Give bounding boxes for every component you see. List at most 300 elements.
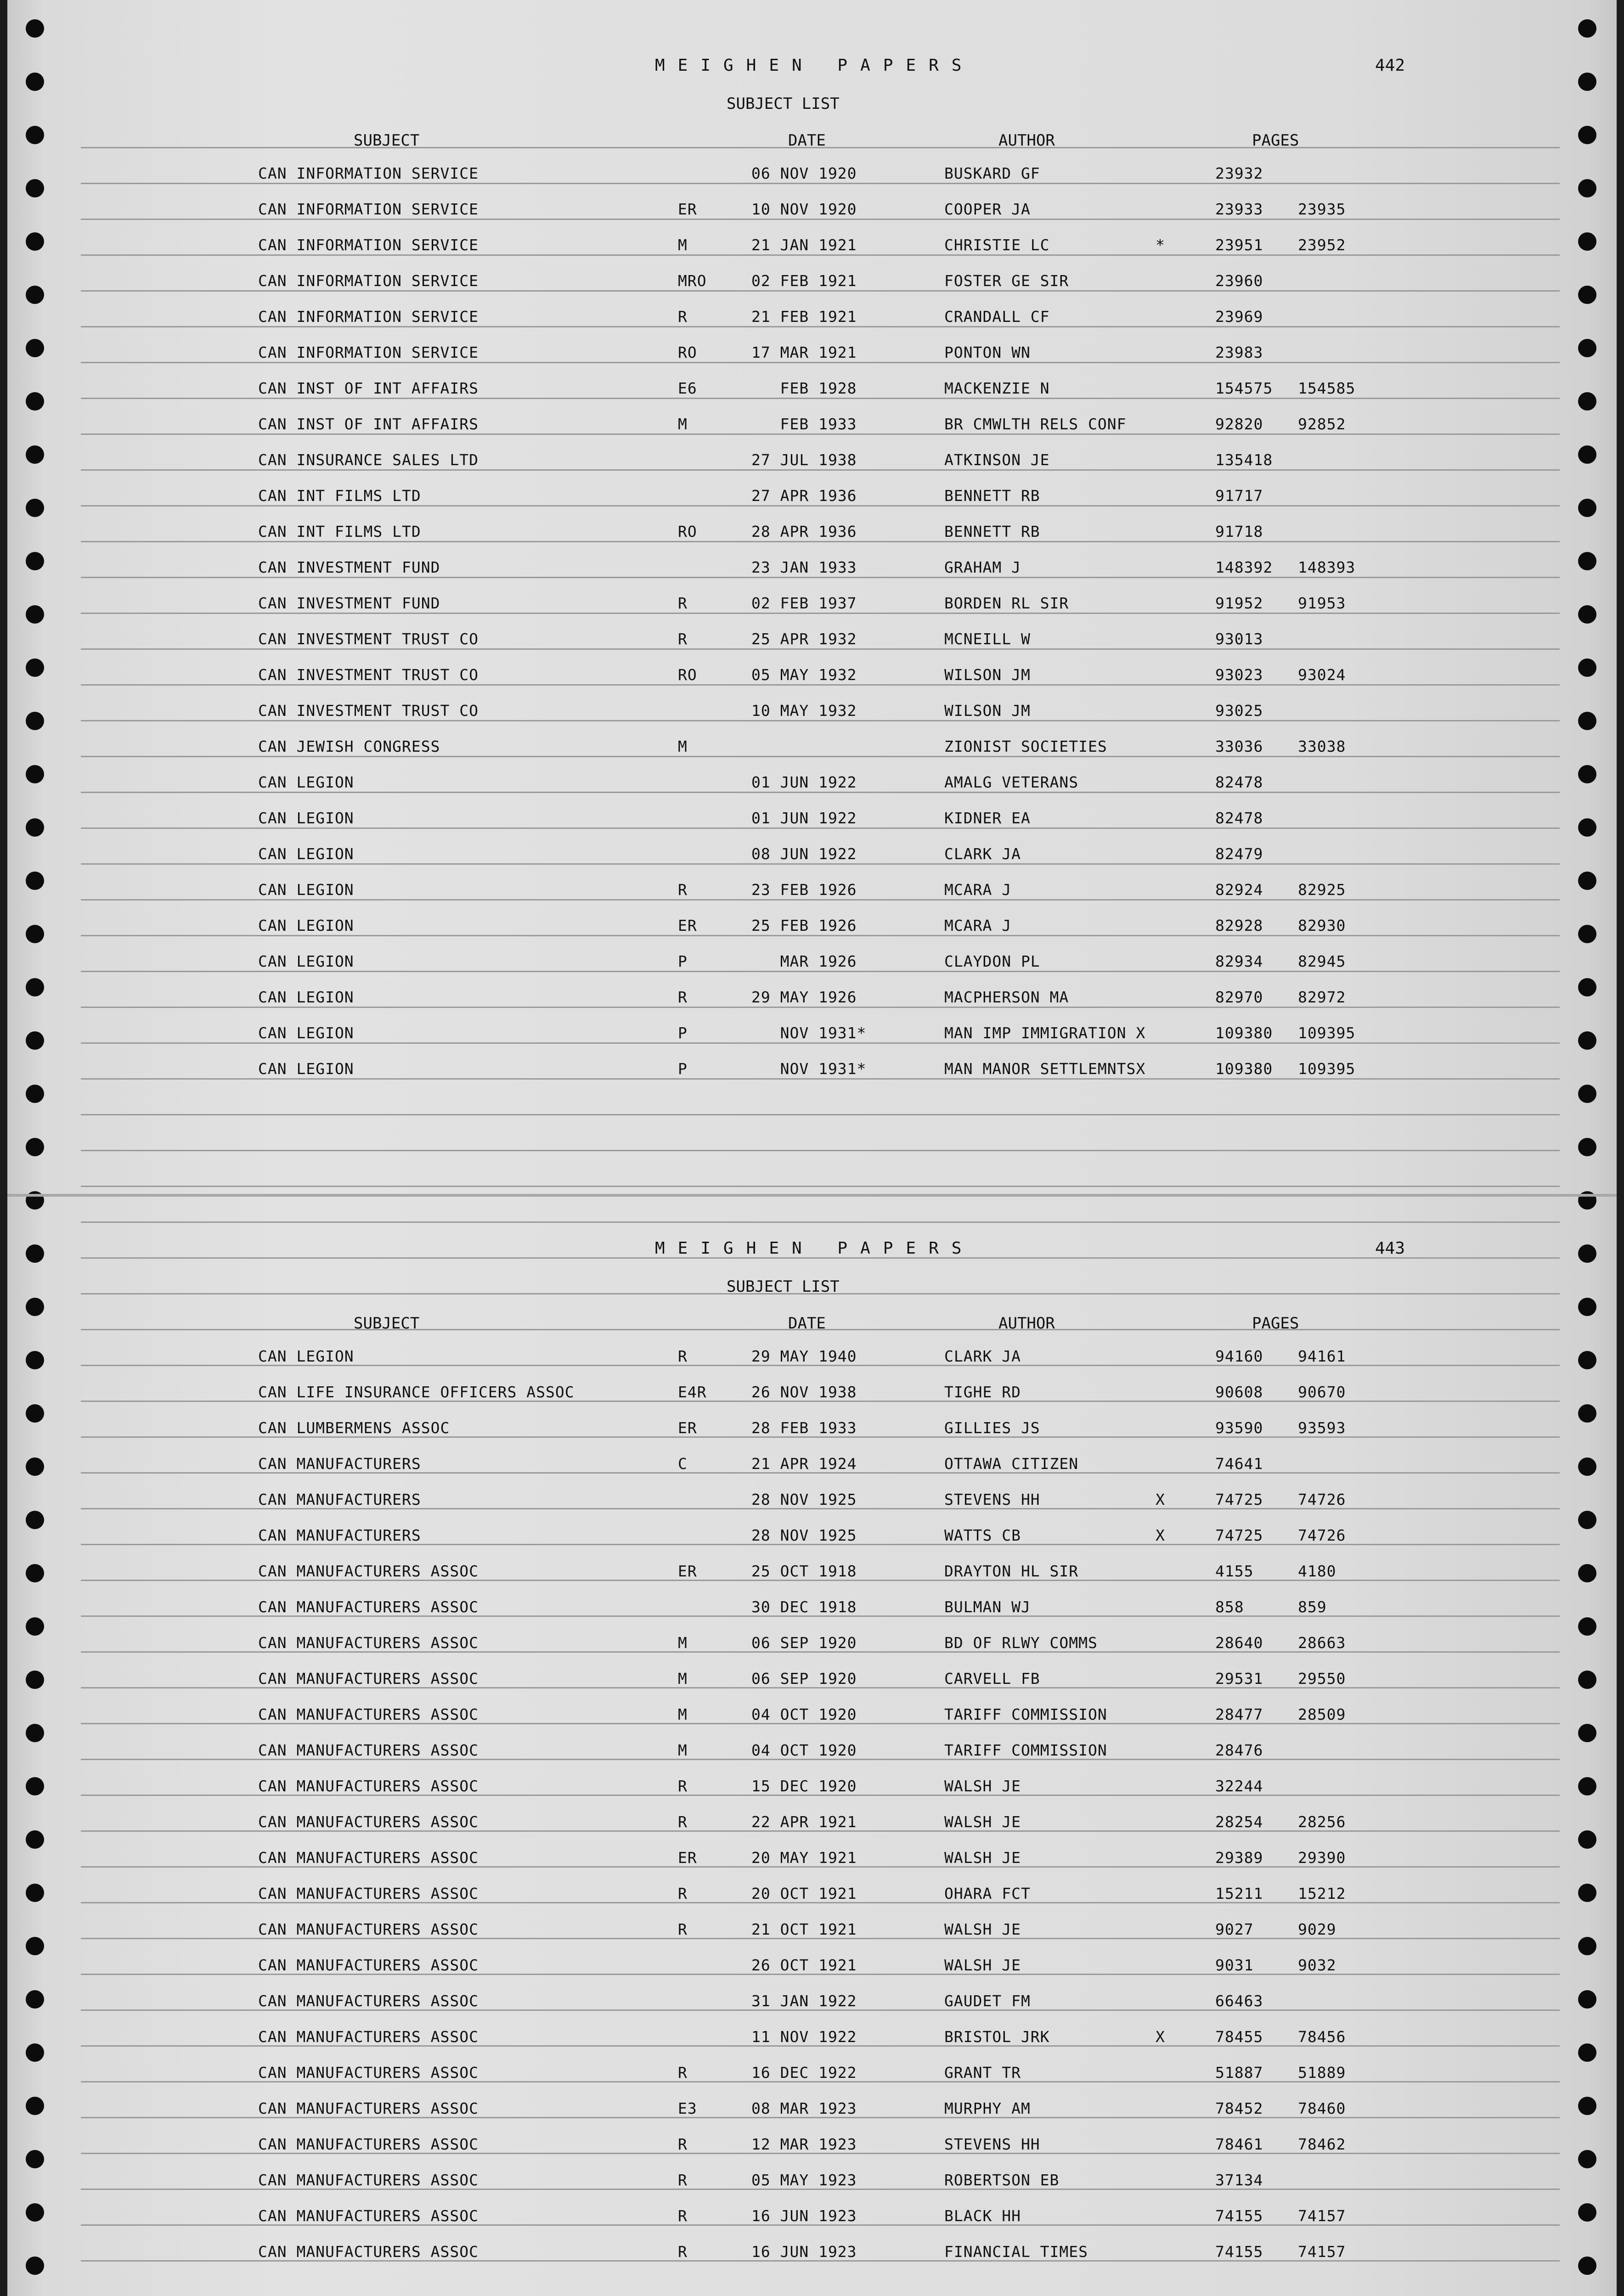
list-subtitle: SUBJECT LIST — [727, 95, 840, 113]
date-cell: 20 OCT 1921 — [751, 1885, 857, 1902]
code-cell: R — [678, 881, 688, 899]
author-cell: GRANT TR — [944, 2064, 1021, 2082]
date-cell: 20 MAY 1921 — [751, 1849, 857, 1867]
table-row — [7, 2243, 1617, 2279]
date-cell: 06 NOV 1920 — [751, 164, 857, 182]
author-cell: FINANCIAL TIMES — [944, 2243, 1088, 2261]
code-cell: P — [678, 1060, 688, 1078]
code-cell: M — [678, 737, 688, 755]
page-end-cell: 78462 — [1298, 2135, 1346, 2153]
code-cell: P — [678, 952, 688, 970]
subject-cell: CAN JEWISH CONGRESS — [258, 737, 440, 755]
page-start-cell: 74155 — [1215, 2207, 1263, 2225]
page-start-cell: 28476 — [1215, 1741, 1263, 1759]
ruled-line — [81, 1114, 1560, 1115]
code-cell: R — [678, 1920, 688, 1938]
table-row — [7, 1419, 1617, 1455]
page-start-cell: 91717 — [1215, 487, 1263, 505]
date-cell: 08 JUN 1922 — [751, 845, 857, 863]
subject-cell: CAN MANUFACTURERS ASSOC — [258, 1634, 479, 1652]
subject-cell: CAN MANUFACTURERS ASSOC — [258, 1562, 479, 1580]
code-cell: R — [678, 2171, 688, 2189]
date-cell: 10 NOV 1920 — [751, 200, 857, 218]
page-start-cell: 23932 — [1215, 164, 1263, 182]
code-cell: ER — [678, 917, 697, 934]
page-end-cell: 51889 — [1298, 2064, 1346, 2082]
author-cell: CLARK JA — [944, 1347, 1021, 1365]
page-start-cell: 82934 — [1215, 952, 1263, 970]
computer-printout — [7, 0, 1617, 2296]
table-row — [7, 2099, 1617, 2135]
column-header-date: DATE — [788, 1314, 826, 1333]
subject-cell: CAN MANUFACTURERS ASSOC — [258, 1920, 479, 1938]
date-cell: 05 MAY 1932 — [751, 666, 857, 684]
page-start-cell: 109380 — [1215, 1060, 1273, 1078]
page-end-cell: 82945 — [1298, 952, 1346, 970]
page-end-cell: 90670 — [1298, 1383, 1346, 1401]
list-subtitle: SUBJECT LIST — [727, 1277, 840, 1296]
subject-cell: CAN MANUFACTURERS ASSOC — [258, 1849, 479, 1867]
page-start-cell: 92820 — [1215, 415, 1263, 433]
author-cell: TARIFF COMMISSION — [944, 1741, 1107, 1759]
author-cell: WALSH JE — [944, 1956, 1021, 1974]
table-row — [7, 1885, 1617, 1920]
author-cell: MCNEILL W — [944, 630, 1031, 648]
date-cell: 16 JUN 1923 — [751, 2243, 857, 2261]
table-row — [7, 2171, 1617, 2207]
page-start-cell: 28254 — [1215, 1813, 1263, 1831]
author-cell: TIGHE RD — [944, 1383, 1021, 1401]
code-cell: E6 — [678, 379, 697, 397]
table-row — [7, 558, 1617, 594]
subject-cell: CAN MANUFACTURERS ASSOC — [258, 1813, 479, 1831]
date-cell: 05 MAY 1923 — [751, 2171, 857, 2189]
page-start-cell: 858 — [1215, 1598, 1244, 1616]
date-cell: 12 MAR 1923 — [751, 2135, 857, 2153]
date-cell: 01 JUN 1922 — [751, 773, 857, 791]
subject-cell: CAN MANUFACTURERS ASSOC — [258, 2028, 479, 2046]
ruled-line — [81, 1186, 1560, 1187]
code-cell: E3 — [678, 2099, 697, 2117]
subject-cell: CAN LEGION — [258, 845, 354, 863]
subject-cell: CAN INFORMATION SERVICE — [258, 308, 479, 326]
table-row — [7, 737, 1617, 773]
page-end-cell: 94161 — [1298, 1347, 1346, 1365]
subject-cell: CAN INFORMATION SERVICE — [258, 272, 479, 290]
page-start-cell: 82478 — [1215, 773, 1263, 791]
subject-cell: CAN MANUFACTURERS ASSOC — [258, 2099, 479, 2117]
date-cell: 06 SEP 1920 — [751, 1670, 857, 1688]
date-cell: 28 FEB 1933 — [751, 1419, 857, 1437]
author-cell: BR CMWLTH RELS CONF — [944, 415, 1127, 433]
feed-hole — [26, 1138, 44, 1156]
page-start-cell: 33036 — [1215, 737, 1263, 755]
subject-cell: CAN MANUFACTURERS ASSOC — [258, 2243, 479, 2261]
code-cell: MRO — [678, 272, 707, 290]
page-start-cell: 148392 — [1215, 558, 1273, 576]
code-cell: ER — [678, 200, 697, 218]
subject-cell: CAN LEGION — [258, 881, 354, 899]
feed-hole — [1578, 126, 1596, 144]
date-cell: 02 FEB 1937 — [751, 594, 857, 612]
page-number: 442 — [1375, 56, 1405, 75]
date-cell: 25 FEB 1926 — [751, 917, 857, 934]
page-end-cell: 23952 — [1298, 236, 1346, 254]
code-cell: P — [678, 1024, 688, 1042]
subject-cell: CAN LEGION — [258, 1060, 354, 1078]
code-cell: M — [678, 1670, 688, 1688]
author-cell: MCARA J — [944, 881, 1012, 899]
date-cell: MAR 1926 — [751, 952, 857, 970]
author-cell: GILLIES JS — [944, 1419, 1040, 1437]
date-cell: 21 OCT 1921 — [751, 1920, 857, 1938]
page-end-cell: 82972 — [1298, 988, 1346, 1006]
date-cell: 28 APR 1936 — [751, 523, 857, 540]
table-row — [7, 594, 1617, 630]
page-start-cell: 78455 — [1215, 2028, 1263, 2046]
author-cell: MACKENZIE N — [944, 379, 1050, 397]
author-cell: DRAYTON HL SIR — [944, 1562, 1079, 1580]
date-cell: 23 FEB 1926 — [751, 881, 857, 899]
table-row — [7, 2028, 1617, 2064]
author-cell: PONTON WN — [944, 343, 1031, 361]
date-cell: NOV 1931* — [751, 1060, 867, 1078]
table-row — [7, 917, 1617, 952]
date-cell: 04 OCT 1920 — [751, 1705, 857, 1723]
author-cell: CHRISTIE LC — [944, 236, 1050, 254]
author-cell: MACPHERSON MA — [944, 988, 1069, 1006]
date-cell: 16 DEC 1922 — [751, 2064, 857, 2082]
subject-cell: CAN MANUFACTURERS ASSOC — [258, 1741, 479, 1759]
table-row — [7, 630, 1617, 666]
code-cell: R — [678, 2207, 688, 2225]
table-row — [7, 666, 1617, 702]
table-row — [7, 1598, 1617, 1634]
page-end-cell: 28509 — [1298, 1705, 1346, 1723]
subject-cell: CAN MANUFACTURERS — [258, 1526, 421, 1544]
code-cell: M — [678, 1634, 688, 1652]
date-cell: 21 JAN 1921 — [751, 236, 857, 254]
code-cell: R — [678, 308, 688, 326]
table-row — [7, 845, 1617, 881]
page-start-cell: 154575 — [1215, 379, 1273, 397]
page-end-cell: 109395 — [1298, 1060, 1356, 1078]
table-row — [7, 773, 1617, 809]
code-cell: ER — [678, 1849, 697, 1867]
feed-hole — [26, 126, 44, 144]
subject-cell: CAN MANUFACTURERS ASSOC — [258, 1956, 479, 1974]
subject-cell: CAN MANUFACTURERS ASSOC — [258, 1598, 479, 1616]
page-start-cell: 74725 — [1215, 1526, 1263, 1544]
column-header-pages: PAGES — [1252, 131, 1299, 150]
page-start-cell: 74641 — [1215, 1455, 1263, 1473]
subject-cell: CAN MANUFACTURERS — [258, 1455, 421, 1473]
table-row — [7, 451, 1617, 487]
feed-hole — [1578, 1138, 1596, 1156]
subject-cell: CAN MANUFACTURERS ASSOC — [258, 2171, 479, 2189]
code-cell: RO — [678, 666, 697, 684]
table-row — [7, 1491, 1617, 1526]
table-row — [7, 952, 1617, 988]
page-end-cell: 92852 — [1298, 415, 1346, 433]
table-row — [7, 809, 1617, 845]
subject-cell: CAN INVESTMENT FUND — [258, 594, 440, 612]
date-cell: 04 OCT 1920 — [751, 1741, 857, 1759]
page-start-cell: 23960 — [1215, 272, 1263, 290]
page-start-cell: 37134 — [1215, 2171, 1263, 2189]
page-start-cell: 93013 — [1215, 630, 1263, 648]
page-end-cell: 23935 — [1298, 200, 1346, 218]
page-start-cell: 93590 — [1215, 1419, 1263, 1437]
page-start-cell: 82970 — [1215, 988, 1263, 1006]
table-row — [7, 1634, 1617, 1670]
code-cell: R — [678, 2135, 688, 2153]
subject-cell: CAN INVESTMENT FUND — [258, 558, 440, 576]
author-cell: WALSH JE — [944, 1849, 1021, 1867]
table-row — [7, 1849, 1617, 1885]
date-cell: 21 FEB 1921 — [751, 308, 857, 326]
page-start-cell: 94160 — [1215, 1347, 1263, 1365]
author-cell: CARVELL FB — [944, 1670, 1040, 1688]
feed-hole — [26, 73, 44, 91]
page-start-cell: 109380 — [1215, 1024, 1273, 1042]
date-cell: 31 JAN 1922 — [751, 1992, 857, 2010]
table-row — [7, 200, 1617, 236]
date-cell: 17 MAR 1921 — [751, 343, 857, 361]
author-cell: ROBERTSON EB — [944, 2171, 1060, 2189]
date-cell: 06 SEP 1920 — [751, 1634, 857, 1652]
author-cell: KIDNER EA — [944, 809, 1031, 827]
page-start-cell: 15211 — [1215, 1885, 1263, 1902]
table-row — [7, 1562, 1617, 1598]
feed-hole — [26, 19, 44, 38]
subject-cell: CAN LEGION — [258, 1024, 354, 1042]
page-start-cell: 9031 — [1215, 1956, 1254, 1974]
author-cell: CRANDALL CF — [944, 308, 1050, 326]
author-cell: ATKINSON JE — [944, 451, 1050, 469]
subject-cell: CAN MANUFACTURERS ASSOC — [258, 2135, 479, 2153]
author-cell: GAUDET FM — [944, 1992, 1031, 2010]
ruled-line — [81, 1221, 1560, 1223]
page-start-cell: 78452 — [1215, 2099, 1263, 2117]
column-header-date: DATE — [788, 131, 826, 150]
author-cell: FOSTER GE SIR — [944, 272, 1069, 290]
author-cell: STEVENS HH — [944, 1491, 1040, 1508]
subject-cell: CAN INSURANCE SALES LTD — [258, 451, 479, 469]
author-cell: BENNETT RB — [944, 487, 1040, 505]
date-cell: 27 APR 1936 — [751, 487, 857, 505]
table-row — [7, 272, 1617, 308]
date-cell: 21 APR 1924 — [751, 1455, 857, 1473]
code-cell: ER — [678, 1419, 697, 1437]
table-row — [7, 1024, 1617, 1060]
page-title: MEIGHEN PAPERS — [655, 1239, 975, 1258]
date-cell: 26 NOV 1938 — [751, 1383, 857, 1401]
author-cell: WILSON JM — [944, 702, 1031, 720]
date-cell: 22 APR 1921 — [751, 1813, 857, 1831]
page-number: 443 — [1375, 1239, 1405, 1258]
subject-cell: CAN MANUFACTURERS ASSOC — [258, 1705, 479, 1723]
code-cell: R — [678, 1777, 688, 1795]
date-cell: 29 MAY 1940 — [751, 1347, 857, 1365]
feed-hole — [26, 1244, 44, 1263]
page-start-cell: 91718 — [1215, 523, 1263, 540]
page-start-cell: 78461 — [1215, 2135, 1263, 2153]
subject-cell: CAN INFORMATION SERVICE — [258, 236, 479, 254]
date-cell: 16 JUN 1923 — [751, 2207, 857, 2225]
date-cell: 10 MAY 1932 — [751, 702, 857, 720]
table-row — [7, 343, 1617, 379]
page-start-cell: 74725 — [1215, 1491, 1263, 1508]
code-cell: R — [678, 630, 688, 648]
page-start-cell: 82928 — [1215, 917, 1263, 934]
page-start-cell: 23933 — [1215, 200, 1263, 218]
page-end-cell: 78456 — [1298, 2028, 1346, 2046]
date-cell: 25 OCT 1918 — [751, 1562, 857, 1580]
code-cell: M — [678, 1705, 688, 1723]
code-cell: M — [678, 1741, 688, 1759]
code-cell: R — [678, 2243, 688, 2261]
subject-cell: CAN INVESTMENT TRUST CO — [258, 630, 479, 648]
subject-cell: CAN MANUFACTURERS ASSOC — [258, 1992, 479, 2010]
column-header-author: AUTHOR — [998, 131, 1055, 150]
code-cell: R — [678, 1885, 688, 1902]
table-row — [7, 1741, 1617, 1777]
date-cell: FEB 1933 — [751, 415, 857, 433]
author-cell: WALSH JE — [944, 1920, 1021, 1938]
subject-cell: CAN LEGION — [258, 988, 354, 1006]
table-row — [7, 702, 1617, 737]
table-row — [7, 2207, 1617, 2243]
date-cell: 15 DEC 1920 — [751, 1777, 857, 1795]
page-start-cell: 82478 — [1215, 809, 1263, 827]
page-end-cell: 859 — [1298, 1598, 1327, 1616]
date-cell: 26 OCT 1921 — [751, 1956, 857, 1974]
page-end-cell: 33038 — [1298, 737, 1346, 755]
table-row — [7, 164, 1617, 200]
date-cell: NOV 1931* — [751, 1024, 867, 1042]
page-start-cell: 82479 — [1215, 845, 1263, 863]
page-start-cell: 29531 — [1215, 1670, 1263, 1688]
subject-cell: CAN INT FILMS LTD — [258, 487, 421, 505]
date-cell: 29 MAY 1926 — [751, 988, 857, 1006]
date-cell: 11 NOV 1922 — [751, 2028, 857, 2046]
date-cell: FEB 1928 — [751, 379, 857, 397]
subject-cell: CAN LEGION — [258, 809, 354, 827]
author-cell: TARIFF COMMISSION — [944, 1705, 1107, 1723]
author-cell: OHARA FCT — [944, 1885, 1031, 1902]
page-start-cell: 91952 — [1215, 594, 1263, 612]
code-cell: M — [678, 236, 688, 254]
date-cell: 28 NOV 1925 — [751, 1491, 857, 1508]
page-end-cell: 29390 — [1298, 1849, 1346, 1867]
subject-cell: CAN LEGION — [258, 952, 354, 970]
author-cell: ZIONIST SOCIETIES — [944, 737, 1107, 755]
date-cell: 28 NOV 1925 — [751, 1526, 857, 1544]
author-cell: COOPER JA — [944, 200, 1031, 218]
page-start-cell: 23951 — [1215, 236, 1263, 254]
column-header-pages: PAGES — [1252, 1314, 1299, 1333]
code-cell: R — [678, 988, 688, 1006]
page-end-cell: 91953 — [1298, 594, 1346, 612]
table-row — [7, 2064, 1617, 2099]
subject-cell: CAN INFORMATION SERVICE — [258, 343, 479, 361]
subject-cell: CAN MANUFACTURERS ASSOC — [258, 2207, 479, 2225]
page-end-cell: 109395 — [1298, 1024, 1356, 1042]
date-cell: 25 APR 1932 — [751, 630, 857, 648]
code-cell: R — [678, 1813, 688, 1831]
feed-hole — [1578, 73, 1596, 91]
table-row — [7, 1705, 1617, 1741]
page-start-cell: 90608 — [1215, 1383, 1263, 1401]
table-row — [7, 1956, 1617, 1992]
table-row — [7, 523, 1617, 558]
author-cell: AMALG VETERANS — [944, 773, 1079, 791]
page-end-cell: 4180 — [1298, 1562, 1336, 1580]
page-title: MEIGHEN PAPERS — [655, 56, 975, 75]
page-end-cell: 9029 — [1298, 1920, 1336, 1938]
author-cell: WALSH JE — [944, 1777, 1021, 1795]
page-end-cell: 28256 — [1298, 1813, 1346, 1831]
page-start-cell: 51887 — [1215, 2064, 1263, 2082]
column-header-author: AUTHOR — [998, 1314, 1055, 1333]
code-cell: RO — [678, 523, 697, 540]
author-cell: BUSKARD GF — [944, 164, 1040, 182]
code-cell: C — [678, 1455, 688, 1473]
author-cell: CLAYDON PL — [944, 952, 1040, 970]
table-row — [7, 1383, 1617, 1419]
page-end-cell: 9032 — [1298, 1956, 1336, 1974]
page-start-cell: 82924 — [1215, 881, 1263, 899]
page-start-cell: 29389 — [1215, 1849, 1263, 1867]
author-cell: GRAHAM J — [944, 558, 1021, 576]
author-cell: WALSH JE — [944, 1813, 1021, 1831]
subject-cell: CAN INFORMATION SERVICE — [258, 200, 479, 218]
author-cell: MCARA J — [944, 917, 1012, 934]
code-cell: R — [678, 2064, 688, 2082]
flag-cell: X — [1156, 1526, 1165, 1544]
subject-cell: CAN LUMBERMENS ASSOC — [258, 1419, 450, 1437]
subject-cell: CAN LEGION — [258, 773, 354, 791]
page-end-cell: 15212 — [1298, 1885, 1346, 1902]
page-perforation — [7, 1194, 1617, 1197]
page-start-cell: 32244 — [1215, 1777, 1263, 1795]
flag-cell: X — [1156, 1491, 1165, 1508]
author-cell: BORDEN RL SIR — [944, 594, 1069, 612]
table-row — [7, 1347, 1617, 1383]
author-cell: MURPHY AM — [944, 2099, 1031, 2117]
date-cell: 01 JUN 1922 — [751, 809, 857, 827]
flag-cell: X — [1156, 2028, 1165, 2046]
table-row — [7, 2135, 1617, 2171]
feed-hole — [1578, 19, 1596, 38]
subject-cell: CAN MANUFACTURERS ASSOC — [258, 1670, 479, 1688]
code-cell: R — [678, 594, 688, 612]
subject-cell: CAN INST OF INT AFFAIRS — [258, 379, 479, 397]
table-row — [7, 487, 1617, 523]
page-end-cell: 78460 — [1298, 2099, 1346, 2117]
table-row — [7, 1455, 1617, 1491]
author-cell: WATTS CB — [944, 1526, 1021, 1544]
page-end-cell: 93593 — [1298, 1419, 1346, 1437]
author-cell: CLARK JA — [944, 845, 1021, 863]
code-cell: R — [678, 1347, 688, 1365]
flag-cell: * — [1156, 236, 1165, 254]
code-cell: M — [678, 415, 688, 433]
page-start-cell: 28477 — [1215, 1705, 1263, 1723]
table-row — [7, 988, 1617, 1024]
page-start-cell: 66463 — [1215, 1992, 1263, 2010]
